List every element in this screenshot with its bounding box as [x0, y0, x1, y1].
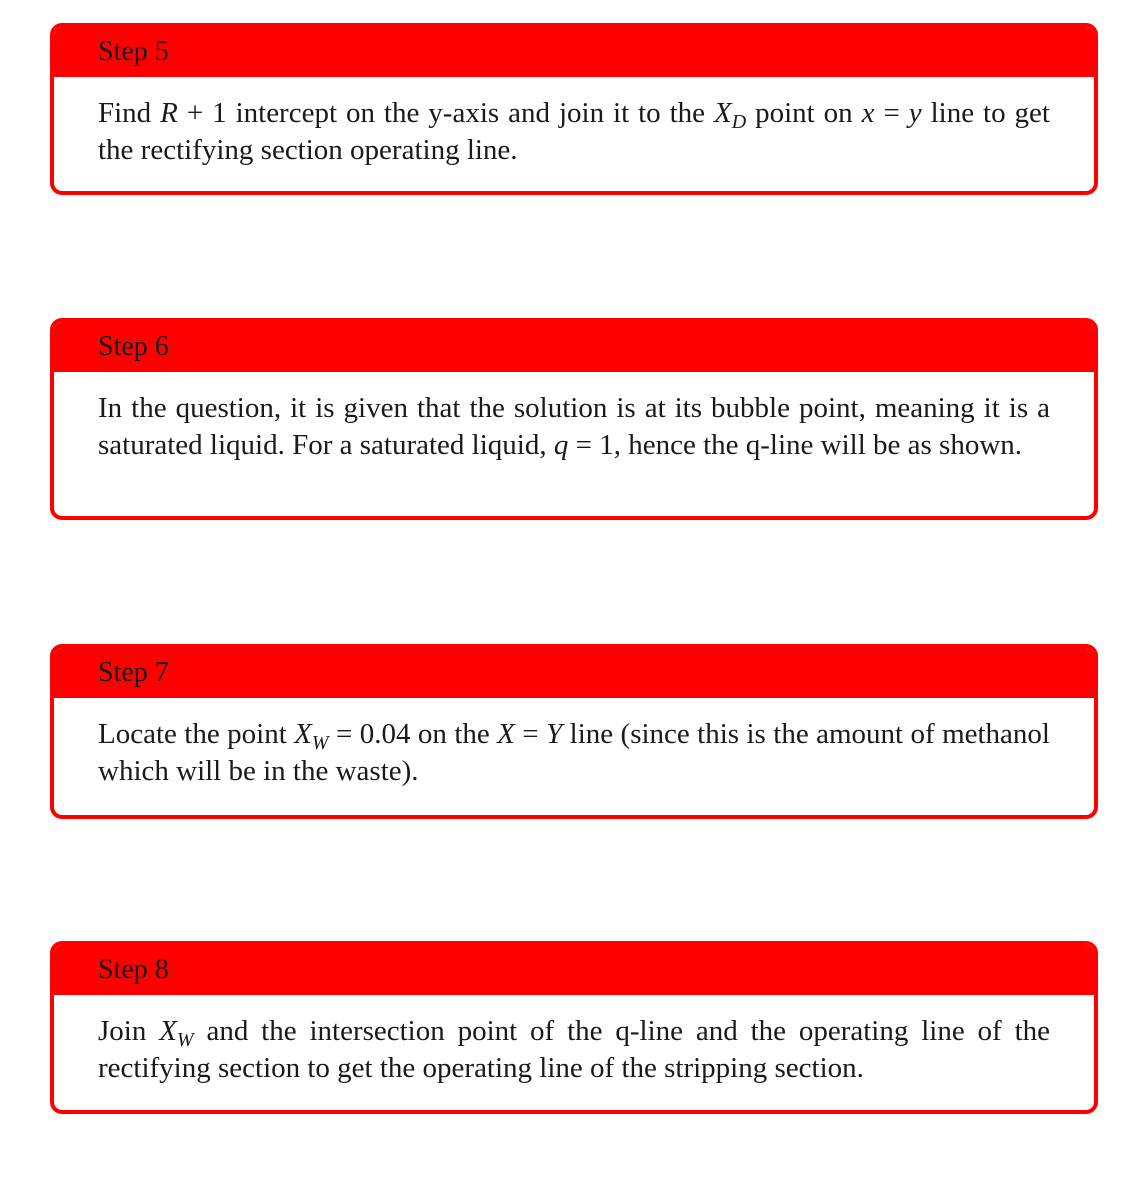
math-x: X — [159, 1015, 177, 1047]
math-subscript-w: W — [311, 732, 329, 754]
step-5-box — [50, 23, 1098, 195]
math-subscript-w: W — [176, 1029, 194, 1051]
math-x-upper: X — [497, 718, 515, 750]
step-7-title: Step 7 — [98, 657, 169, 688]
step-6-title: Step 6 — [98, 331, 169, 362]
math-x: X — [294, 718, 312, 750]
step-8-body — [54, 995, 1094, 1087]
step-8-box — [50, 941, 1098, 1114]
step-6-body — [54, 372, 1094, 464]
math-r: R — [160, 97, 178, 129]
step-5-text: + 1 intercept on the y-axis and join it to the — [177, 97, 714, 129]
step-8-title: Step 8 — [98, 954, 169, 985]
step-5-header — [54, 27, 1094, 77]
step-7-body — [54, 698, 1094, 790]
step-5-text: line to get the rectifying section operating line. — [98, 97, 1050, 166]
step-5-text: Find — [98, 97, 161, 129]
step-5-text: point on — [746, 97, 862, 129]
math-equals: = — [514, 718, 547, 750]
step-7-text: = 0.04 on the — [328, 718, 498, 750]
step-8-text: and the intersection point of the q-line and the operating line of the rectifying section to get the operating line of the stripping section. — [98, 1015, 1050, 1084]
step-6-header — [54, 322, 1094, 372]
math-y-lower: y — [908, 97, 922, 129]
step-7-text: Locate the point — [98, 718, 295, 750]
math-y-upper: Y — [546, 718, 563, 750]
math-x-lower: x — [861, 97, 875, 129]
step-7-header — [54, 648, 1094, 698]
step-6-text: In the question, it is given that the solution is at its bubble point, meaning it is a saturated liquid. For a saturated liquid, — [98, 392, 1050, 461]
math-equals: = — [874, 97, 909, 129]
step-5-title: Step 5 — [98, 36, 169, 67]
step-7-box — [50, 644, 1098, 819]
step-7-text: line (since this is the amount of methanol which will be in the waste). — [98, 718, 1050, 787]
math-x: X — [713, 97, 732, 129]
math-subscript-d: D — [731, 111, 747, 133]
step-5-body — [54, 77, 1094, 169]
math-q: q — [553, 429, 569, 461]
step-6-text: = 1, hence the q-line will be as shown. — [568, 429, 1023, 461]
step-6-box — [50, 318, 1098, 520]
step-8-header — [54, 945, 1094, 995]
step-8-text: Join — [98, 1015, 160, 1047]
